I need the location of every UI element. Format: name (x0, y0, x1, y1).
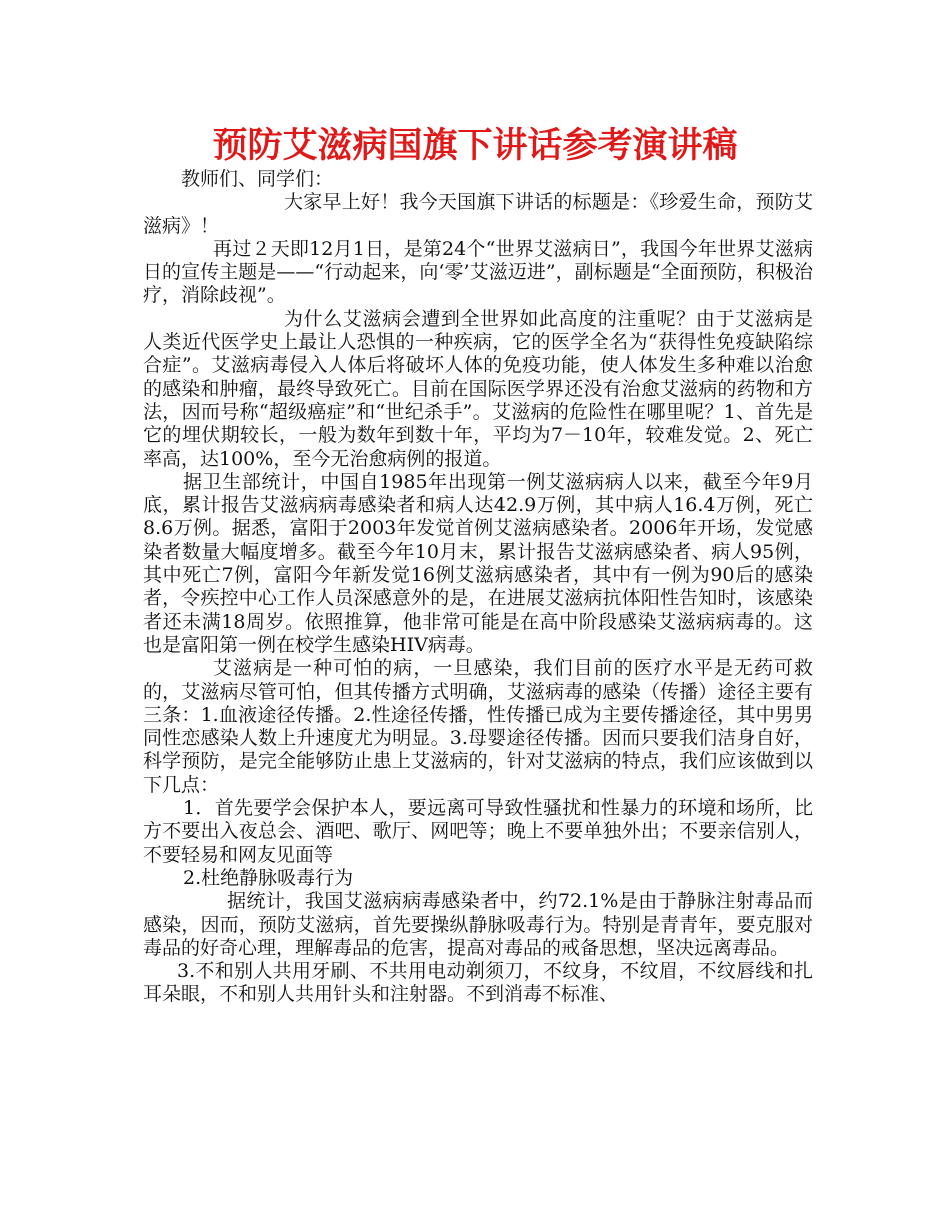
statistics-paragraph: 据卫生部统计，中国自1985年出现第一例艾滋病病人以来，截至今年9月底，累计报告艾滋病病毒感染者和病人达42.9万例，其中病人16.4万例，死亡8.6万例。据悉，富阳于2003年发觉首例艾滋病感染者。2006年开场，发觉感染者数量大幅度增多。截至今年10月末，累计报告艾滋病感染者、病人95例，其中死亡7例，富阳今年新发觉16例艾滋病感染者，其中有一例为90后的感染者，令疾控中心工作人员深感意外的是，在进展艾滋病抗体阳性告知时，该感染者还未满18周岁。依照推算，他非常可能是在高中阶段感染艾滋病病毒的。这也是富阳第一例在校学生感染HIV病毒。 (143, 470, 813, 656)
point-1-paragraph: 1．首先要学会保护本人，要远离可导致性骚扰和性暴力的环境和场所，比方不要出入夜总会、酒吧、歌厅、网吧等；晚上不要单独外出；不要亲信别人，不要轻易和网友见面等 (143, 797, 813, 866)
document-body (143, 168, 813, 1007)
world-aids-day-paragraph: 再过２天即12月1日，是第24个“世界艾滋病日”，我国今年世界艾滋病日的宣传主题是——“行动起来，向‘零’艾滋迈进”，副标题是“全面预防，积极治疗，消除歧视”。 (143, 237, 813, 307)
opening-paragraph: 大家早上好！我今天国旗下讲话的标题是：《珍爱生命，预防艾滋病》！ (143, 191, 813, 237)
point-2-heading: 2.杜绝静脉吸毒行为 (183, 866, 354, 889)
point-3-paragraph: 3.不和别人共用牙刷、不共用电动剃须刀，不纹身，不纹眉，不纹唇线和扎耳朵眼，不和别人共用针头和注射器。不到消毒不标准、 (143, 960, 813, 1006)
greeting-paragraph: 教师们、同学们： (181, 168, 334, 190)
why-attention-paragraph: 为什么艾滋病会遭到全世界如此高度的注重呢？由于艾滋病是人类近代医学史上最让人恐惧的一种疾病，它的医学全名为“获得性免疫缺陷综合症”。艾滋病毒侵入人体后将破坏人体的免疫功能，使人体发生多种难以治愈的感染和肿瘤，最终导致死亡。目前在国际医学界还没有治愈艾滋病的药物和方法，因而号称“超级癌症”和“世纪杀手”。艾滋病的危险性在哪里呢？1、首先是它的埋伏期较长，一般为数年到数十年，平均为7－10年，较难发觉。2、死亡率高，达100%，至今无治愈病例的报道。 (143, 307, 813, 470)
document-title: 预防艾滋病国旗下讲话参考演讲稿 (212, 126, 738, 166)
point-2-paragraph: 据统计，我国艾滋病病毒感染者中，约72.1%是由于静脉注射毒品而感染，因而，预防艾滋病，首先要操纵静脉吸毒行为。特别是青青年，要克服对毒品的好奇心理，理解毒品的危害，提高对毒品的戒备思想，坚决远离毒品。 (143, 890, 813, 959)
transmission-paragraph: 艾滋病是一种可怕的病，一旦感染，我们目前的医疗水平是无药可救的，艾滋病尽管可怕，但其传播方式明确，艾滋病毒的感染（传播）途径主要有三条：1.血液途径传播。2.性途径传播，性传播已成为主要传播途径，其中男男同性恋感染人数上升速度尤为明显。3.母婴途径传播。因而只要我们洁身自好，科学预防，是完全能够防止患上艾滋病的，针对艾滋病的特点，我们应该做到以下几点： (143, 657, 813, 796)
